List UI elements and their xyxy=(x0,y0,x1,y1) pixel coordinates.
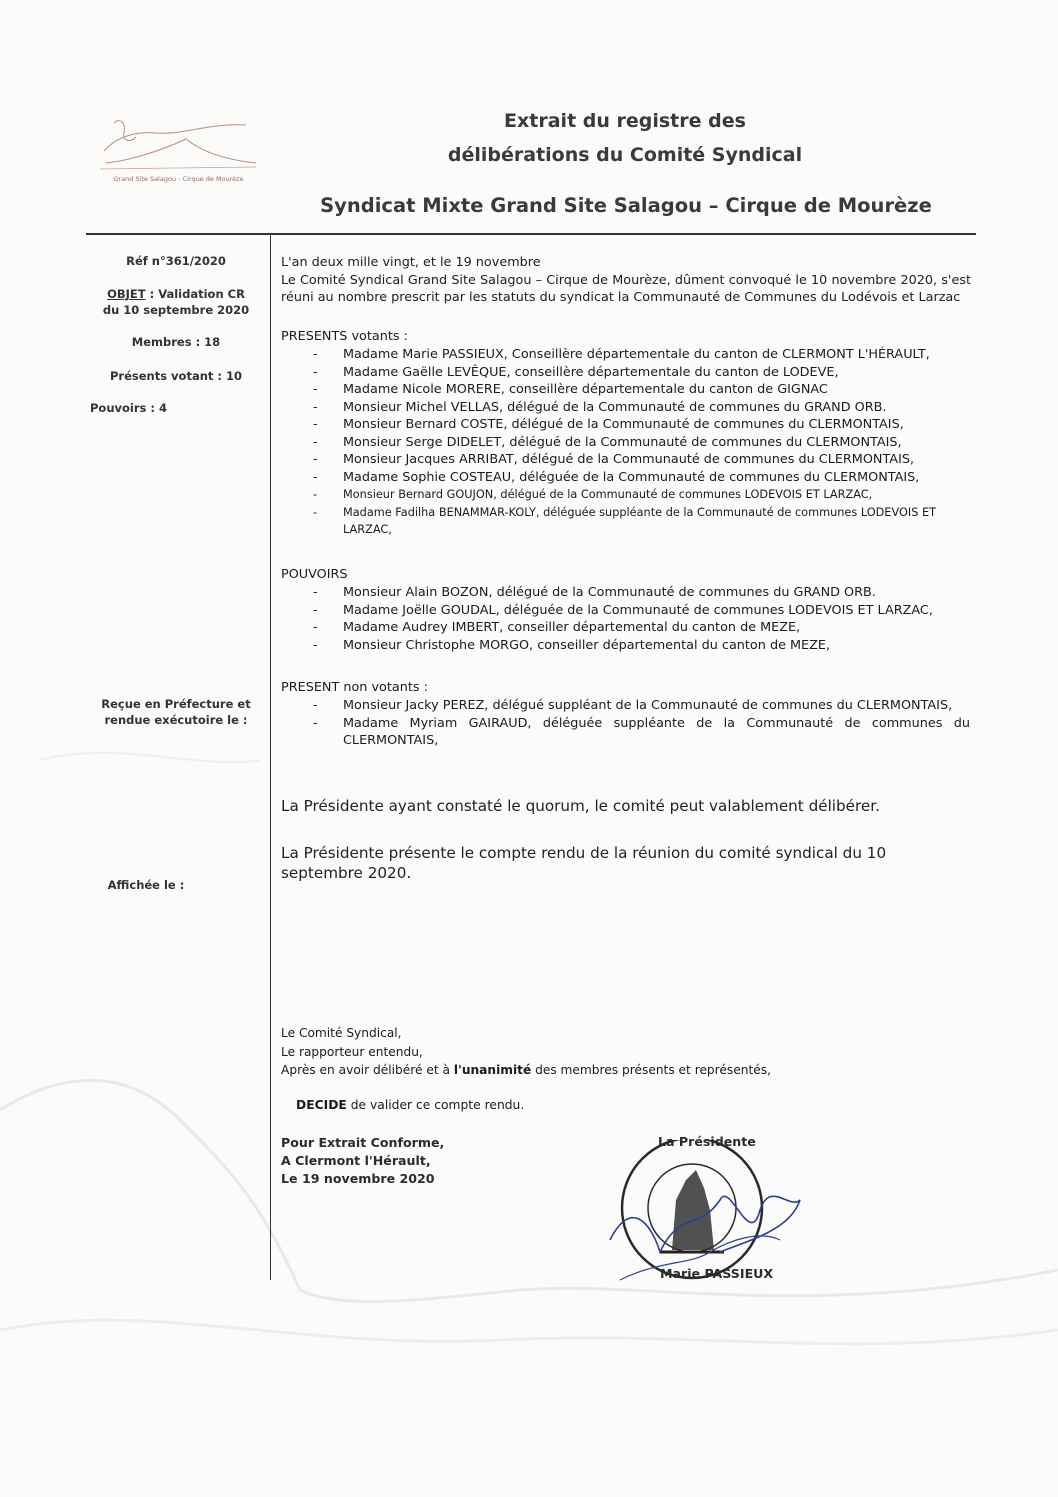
document-title xyxy=(420,104,830,172)
intro xyxy=(281,254,971,307)
list-item-text: Madame Myriam GAIRAUD, déléguée suppléante de la Communauté de communes du CLERMONTAIS, xyxy=(343,715,970,748)
objet-text-2: du 10 septembre 2020 xyxy=(102,303,250,317)
list-item-text: Madame Joëlle GOUDAL, déléguée de la Communauté de communes LODEVOIS ET LARZAC, xyxy=(343,602,933,618)
list-item-text: Monsieur Jacky PEREZ, délégué suppléant de la Communauté de communes du CLERMONTAIS, xyxy=(343,698,953,713)
list-item-text: Monsieur Bernard GOUJON, délégué de la Communauté de communes LODEVOIS ET LARZAC, xyxy=(343,488,873,501)
list-item-text: Monsieur Michel VELLAS, délégué de la Communauté de communes du GRAND ORB. xyxy=(343,399,887,415)
pouvoirs-count: Pouvoirs : 4 xyxy=(90,401,167,415)
closing-line-3 xyxy=(281,1061,771,1080)
intro-line-1: L'an deux mille vingt, et le 19 novembre xyxy=(281,255,541,270)
recue-line-2: rendue exécutoire le : xyxy=(104,713,248,727)
list-item: - Monsieur Alain BOZON, délégué de la Communauté de communes du GRAND ORB. xyxy=(313,585,876,600)
compte-rendu-statement: La Présidente présente le compte rendu de la réunion du comité syndical du 10 septembre 2020. xyxy=(281,844,887,882)
closing-line-3a: Après en avoir délibéré et à xyxy=(281,1063,454,1077)
list-item-text: Monsieur Jacques ARRIBAT, délégué de la Communauté de communes du CLERMONTAIS, xyxy=(343,452,915,467)
title-line-1: Extrait du registre des xyxy=(504,110,746,132)
column-divider xyxy=(270,235,271,1280)
logo-caption: Grand Site Salagou - Cirque de Mourèze xyxy=(113,175,244,183)
list-item-text: Madame Gaëlle LEVÊQUE, conseillère départementale du canton de LODEVE, xyxy=(343,364,839,380)
list-item: - Monsieur Michel VELLAS, délégué de la Communauté de communes du GRAND ORB. xyxy=(313,399,887,415)
extrait-conforme xyxy=(281,1134,444,1188)
decide xyxy=(296,1098,524,1112)
list-item-text: Monsieur Bernard COSTE, délégué de la Communauté de communes du CLERMONTAIS, xyxy=(343,417,904,432)
list-item-text: Madame Audrey IMBERT, conseiller départemental du canton de MEZE, xyxy=(343,620,801,635)
presents-votants-list xyxy=(305,346,970,539)
unanimite: l'unanimité xyxy=(453,1063,532,1077)
list-item: - Monsieur Christophe MORGO, conseiller départemental du canton de MEZE, xyxy=(313,637,831,653)
closing-line-1: Le Comité Syndical, xyxy=(281,1026,402,1040)
presents-votant-count: Présents votant : 10 xyxy=(109,369,243,383)
list-item: - Madame Fadilha BENAMMAR-KOLY, déléguée suppléante de la Communauté de communes LODEVOIS ET LARZAC, xyxy=(313,505,936,536)
objet-text-1: : Validation CR xyxy=(145,287,245,301)
pouvoirs-title: POUVOIRS xyxy=(281,567,348,582)
list-item: - Madame Marie PASSIEUX, Conseillère départementale du canton de CLERMONT L'HÉRAULT, xyxy=(313,347,930,362)
list-item-text: Monsieur Christophe MORGO, conseiller départemental du canton de MEZE, xyxy=(343,637,831,653)
list-item-text: Madame Nicole MORERE, conseillère départementale du canton de GIGNAC xyxy=(343,382,828,397)
list-item-text: Monsieur Serge DIDELET, délégué de la Communauté de communes du CLERMONTAIS, xyxy=(343,434,902,450)
header-rule xyxy=(86,233,976,235)
title-line-2: délibérations du Comité Syndical xyxy=(447,144,803,166)
pouvoirs-list xyxy=(305,584,970,654)
decide-keyword: DECIDE xyxy=(296,1098,347,1112)
decide-text: de valider ce compte rendu. xyxy=(346,1098,525,1112)
organization-name: Syndicat Mixte Grand Site Salagou – Cirque de Mourèze xyxy=(320,194,932,217)
affichee-label: Affichée le : xyxy=(107,878,185,892)
list-item-text: Madame Sophie COSTEAU, déléguée de la Communauté de communes du CLERMONTAIS, xyxy=(343,469,920,485)
list-item-text: Monsieur Alain BOZON, délégué de la Communauté de communes du GRAND ORB. xyxy=(343,585,876,600)
list-item: - Madame Myriam GAIRAUD, déléguée suppléante de la Communauté de communes du CLERMONTAIS, xyxy=(313,715,970,748)
list-item-text: Madame Marie PASSIEUX, Conseillère départementale du canton de CLERMONT L'HÉRAULT, xyxy=(343,347,930,362)
list-item: - Monsieur Bernard GOUJON, délégué de la Communauté de communes LODEVOIS ET LARZAC, xyxy=(313,488,873,501)
list-item: - Monsieur Jacques ARRIBAT, délégué de la Communauté de communes du CLERMONTAIS, xyxy=(313,452,915,467)
list-item: - Madame Nicole MORERE, conseillère départementale du canton de GIGNAC xyxy=(313,382,828,397)
closing-line-3c: des membres présents et représentés, xyxy=(531,1063,771,1077)
list-item: - Monsieur Bernard COSTE, délégué de la Communauté de communes du CLERMONTAIS, xyxy=(313,417,904,432)
intro-line-2: Le Comité Syndical Grand Site Salagou – Cirque de Mourèze, dûment convoqué le 10 novembre 2020, s'est réuni au nombre prescrit par les statuts du syndicat la Communauté de Communes du Lodévois et Larzac xyxy=(281,272,971,305)
recue-prefecture xyxy=(84,696,268,728)
list-item: - Monsieur Serge DIDELET, délégué de la Communauté de communes du CLERMONTAIS, xyxy=(313,434,902,450)
present-non-votants-title: PRESENT non votants : xyxy=(281,680,428,695)
list-item: - Monsieur Jacky PEREZ, délégué suppléant de la Communauté de communes du CLERMONTAIS, xyxy=(313,698,953,713)
list-item: - Madame Gaëlle LEVÊQUE, conseillère départementale du canton de LODEVE, xyxy=(313,364,839,380)
list-item: - Madame Sophie COSTEAU, déléguée de la Communauté de communes du CLERMONTAIS, xyxy=(313,469,920,485)
presents-votants-title: PRESENTS votants : xyxy=(281,329,408,344)
present-non-votants-list xyxy=(305,697,970,750)
extrait-line-2: A Clermont l'Hérault, xyxy=(281,1153,431,1168)
extrait-line-1: Pour Extrait Conforme, xyxy=(281,1135,445,1150)
list-item: - Madame Audrey IMBERT, conseiller départemental du canton de MEZE, xyxy=(313,620,801,635)
reference-number: Réf n°361/2020 xyxy=(126,254,226,268)
list-item: - Madame Joëlle GOUDAL, déléguée de la Communauté de communes LODEVOIS ET LARZAC, xyxy=(313,602,933,618)
quorum-statement: La Présidente ayant constaté le quorum, le comité peut valablement délibérer. xyxy=(281,797,880,815)
closing xyxy=(281,1024,771,1080)
closing-line-2: Le rapporteur entendu, xyxy=(281,1044,423,1059)
objet-label: OBJET xyxy=(107,287,146,301)
signatory-name: Marie PASSIEUX xyxy=(660,1266,774,1281)
membres-count: Membres : 18 xyxy=(131,335,221,349)
recue-line-1: Reçue en Préfecture et xyxy=(101,697,251,711)
objet xyxy=(84,286,268,318)
list-item-text: Madame Fadilha BENAMMAR-KOLY, déléguée suppléante de la Communauté de communes LODEVOIS ET LARZAC, xyxy=(343,505,936,536)
signature-title: La Présidente xyxy=(658,1134,756,1149)
extrait-line-3: Le 19 novembre 2020 xyxy=(281,1171,435,1186)
